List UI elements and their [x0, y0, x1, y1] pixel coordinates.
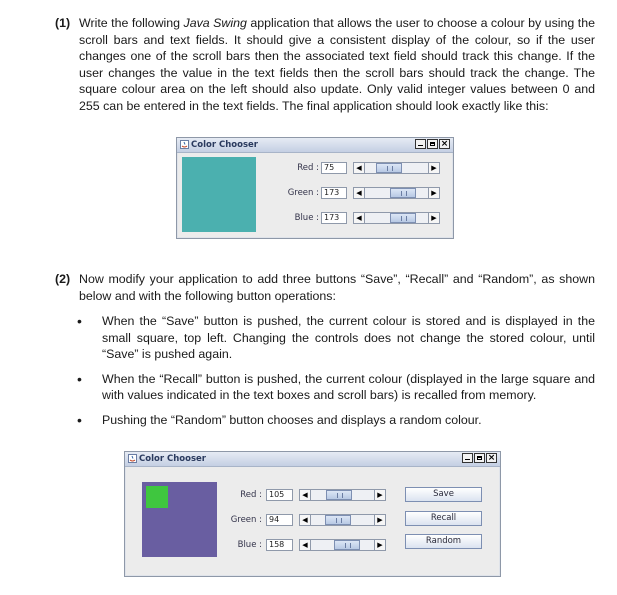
- minimize-icon[interactable]: [415, 139, 426, 149]
- scroll-thumb[interactable]: [325, 515, 351, 525]
- color-chooser-window-1: [176, 137, 454, 239]
- red-scrollbar[interactable]: [299, 489, 386, 501]
- scroll-thumb[interactable]: [334, 540, 360, 550]
- maximize-icon[interactable]: [474, 453, 485, 463]
- scroll-left-icon[interactable]: ◀: [300, 490, 311, 500]
- scroll-left-icon[interactable]: ◀: [354, 188, 365, 198]
- question-1-text-italic: Java Swing: [183, 16, 247, 30]
- title-bar: [177, 138, 453, 153]
- green-text-field[interactable]: 94: [266, 514, 293, 526]
- recall-button[interactable]: Recall: [405, 511, 482, 526]
- list-item: [77, 412, 595, 429]
- random-button[interactable]: Random: [405, 534, 482, 549]
- scroll-left-icon[interactable]: ◀: [354, 163, 365, 173]
- scroll-right-icon[interactable]: ▶: [428, 213, 439, 223]
- saved-color-swatch: [146, 486, 168, 508]
- question-1-text-end: application that allows the user to choose a colour by using the scroll bars and text fields. It should give a consistent display of the colour, so if the user changes one of the scroll bars then the associated text field should track this change. If the user changes the value in the text fields then the scroll bars should track the change. The square colour area on the left should also update. Only valid integer values between 0 and 255 can be entered in the text fields. The final application should look exactly like this:: [79, 16, 595, 113]
- green-text-field[interactable]: 173: [321, 187, 347, 199]
- question-1-text-start: Write the following: [79, 16, 184, 30]
- scroll-left-icon[interactable]: ◀: [300, 540, 311, 550]
- question-2-number: (2): [55, 272, 71, 286]
- question-2-text: Now modify your application to add three buttons “Save”, “Recall” and “Random”, as shown below and with the following button operations:: [79, 272, 595, 303]
- green-scrollbar[interactable]: [299, 514, 386, 526]
- question-1-text: [79, 15, 595, 115]
- scroll-thumb[interactable]: [376, 163, 402, 173]
- color-chooser-window-2: [124, 451, 501, 577]
- bullet-text: When the “Save” button is pushed, the current colour is stored and is displayed in the small square, top left. Changing the controls does not change the stored colour, until “Save” is pushed again.: [102, 314, 595, 362]
- scroll-right-icon[interactable]: ▶: [428, 163, 439, 173]
- red-scrollbar[interactable]: [353, 162, 440, 174]
- scroll-left-icon[interactable]: ◀: [354, 213, 365, 223]
- scroll-thumb[interactable]: [390, 188, 416, 198]
- bullet-icon: •: [77, 411, 82, 428]
- scroll-thumb[interactable]: [390, 213, 416, 223]
- list-item: [77, 371, 595, 404]
- maximize-icon[interactable]: [427, 139, 438, 149]
- green-label: Green :: [287, 188, 319, 198]
- scroll-right-icon[interactable]: ▶: [428, 188, 439, 198]
- close-icon[interactable]: ×: [440, 139, 449, 149]
- bullet-icon: •: [77, 313, 82, 329]
- window-controls: [415, 139, 450, 149]
- bullet-text: When the “Recall” button is pushed, the current colour (displayed in the large square and with values indicated in the text boxes and scroll bars) is recalled from memory.: [102, 371, 595, 403]
- blue-label: Blue :: [294, 213, 319, 223]
- red-text-field[interactable]: 105: [266, 489, 293, 501]
- window-title: Color Chooser: [139, 454, 206, 464]
- red-label: Red :: [297, 163, 319, 173]
- blue-text-field[interactable]: 173: [321, 212, 347, 224]
- blue-scrollbar[interactable]: [299, 539, 386, 551]
- operations-list: [77, 313, 595, 437]
- window-title: Color Chooser: [191, 140, 258, 150]
- blue-scrollbar[interactable]: [353, 212, 440, 224]
- blue-label: Blue :: [237, 540, 262, 550]
- java-icon: [180, 140, 189, 149]
- list-item: [77, 313, 595, 363]
- blue-text-field[interactable]: 158: [266, 539, 293, 551]
- bullet-icon: •: [77, 370, 82, 387]
- red-text-field[interactable]: 75: [321, 162, 347, 174]
- minimize-icon[interactable]: [462, 453, 473, 463]
- question-1-number: (1): [55, 16, 71, 30]
- color-swatch: [182, 157, 256, 232]
- scroll-left-icon[interactable]: ◀: [300, 515, 311, 525]
- red-label: Red :: [240, 490, 262, 500]
- scroll-right-icon[interactable]: ▶: [374, 540, 385, 550]
- close-icon[interactable]: ×: [487, 453, 496, 463]
- bullet-text: Pushing the “Random” button chooses and displays a random colour.: [102, 412, 482, 427]
- window-controls: [462, 453, 497, 463]
- green-label: Green :: [230, 515, 262, 525]
- title-bar: [125, 452, 500, 467]
- java-icon: [128, 454, 137, 463]
- scroll-thumb[interactable]: [326, 490, 352, 500]
- save-button[interactable]: Save: [405, 487, 482, 502]
- scroll-right-icon[interactable]: ▶: [374, 515, 385, 525]
- green-scrollbar[interactable]: [353, 187, 440, 199]
- scroll-right-icon[interactable]: ▶: [374, 490, 385, 500]
